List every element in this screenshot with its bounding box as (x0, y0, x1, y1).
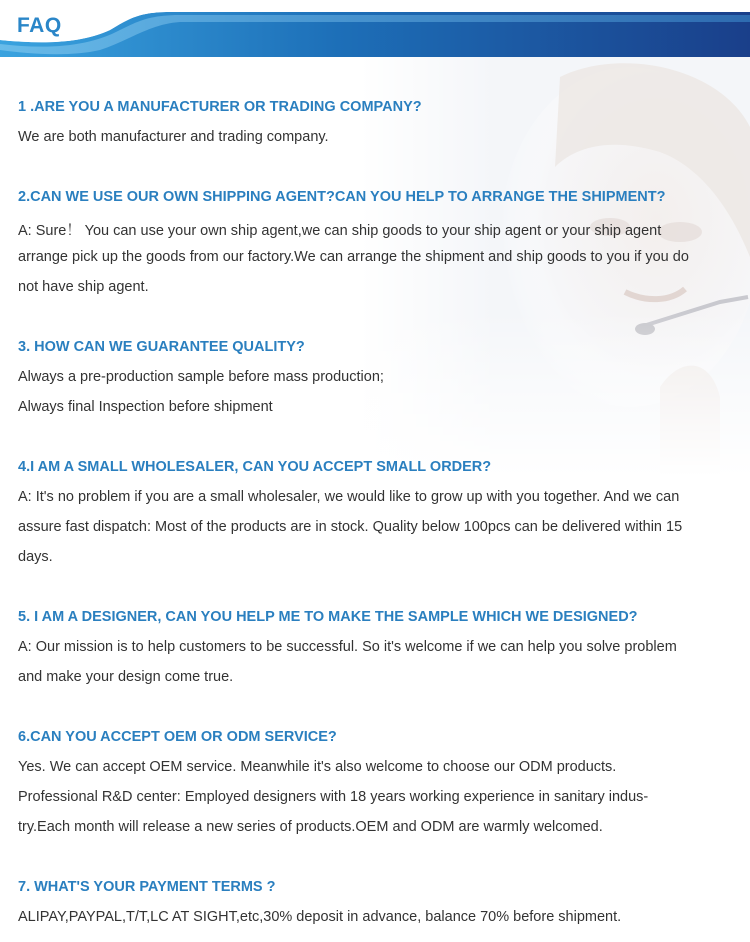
faq-answer-2-line-3: not have ship agent. (18, 279, 149, 295)
faq-question-6: 6.CAN YOU ACCEPT OEM OR ODM SERVICE? (18, 729, 337, 745)
page-title: FAQ (17, 14, 62, 37)
faq-answer-5-line-1: A: Our mission is to help customers to be successful. So it's welcome if we can help you solve problem (18, 639, 677, 655)
faq-question-7: 7. WHAT'S YOUR PAYMENT TERMS ? (18, 879, 276, 895)
faq-question-1: 1 .ARE YOU A MANUFACTURER OR TRADING COMPANY? (18, 99, 422, 115)
faq-answer-3-line-1: Always a pre-production sample before mass production; (18, 369, 384, 385)
faded-support-photo (360, 57, 750, 477)
faq-question-2: 2.CAN WE USE OUR OWN SHIPPING AGENT?CAN YOU HELP TO ARRANGE THE SHIPMENT? (18, 189, 666, 205)
faq-answer-2-line-1: A: Sure！ You can use your own ship agent,we can ship goods to your ship agent or your ship agent (18, 223, 662, 239)
faq-answer-6-line-1: Yes. We can accept OEM service. Meanwhile it's also welcome to choose our ODM products. (18, 759, 617, 775)
faq-question-5: 5. I AM A DESIGNER, CAN YOU HELP ME TO MAKE THE SAMPLE WHICH WE DESIGNED? (18, 609, 638, 625)
faq-answer-4-line-1: A: It's no problem if you are a small wholesaler, we would like to grow up with you together. And we can (18, 489, 680, 505)
faq-answer-6-line-2: Professional R&D center: Employed designers with 18 years working experience in sanitary indus- (18, 789, 649, 805)
faq-answer-4-line-2: assure fast dispatch: Most of the products are in stock. Quality below 100pcs can be delivered within 15 (18, 519, 683, 535)
faq-answer-5-line-2: and make your design come true. (18, 669, 234, 685)
header-swoosh-graphic (0, 0, 750, 57)
faq-answer-3-line-2: Always final Inspection before shipment (18, 399, 273, 415)
faq-answer-6-line-3: try.Each month will release a new series of products.OEM and ODM are warmly welcomed. (18, 819, 603, 835)
faq-header-banner (0, 0, 750, 57)
faq-answer-4-line-3: days. (18, 549, 53, 565)
faq-answer-7-line-1: ALIPAY,PAYPAL,T/T,LC AT SIGHT,etc,30% deposit in advance, balance 70% before shipment. (18, 909, 622, 925)
faq-answer-2-line-2: arrange pick up the goods from our factory.We can arrange the shipment and ship goods to you if you do (18, 249, 689, 265)
faq-question-4: 4.I AM A SMALL WHOLESALER, CAN YOU ACCEPT SMALL ORDER? (18, 459, 492, 475)
faq-answer-1-line-1: We are both manufacturer and trading company. (18, 129, 329, 145)
faq-question-3: 3. HOW CAN WE GUARANTEE QUALITY? (18, 339, 305, 355)
